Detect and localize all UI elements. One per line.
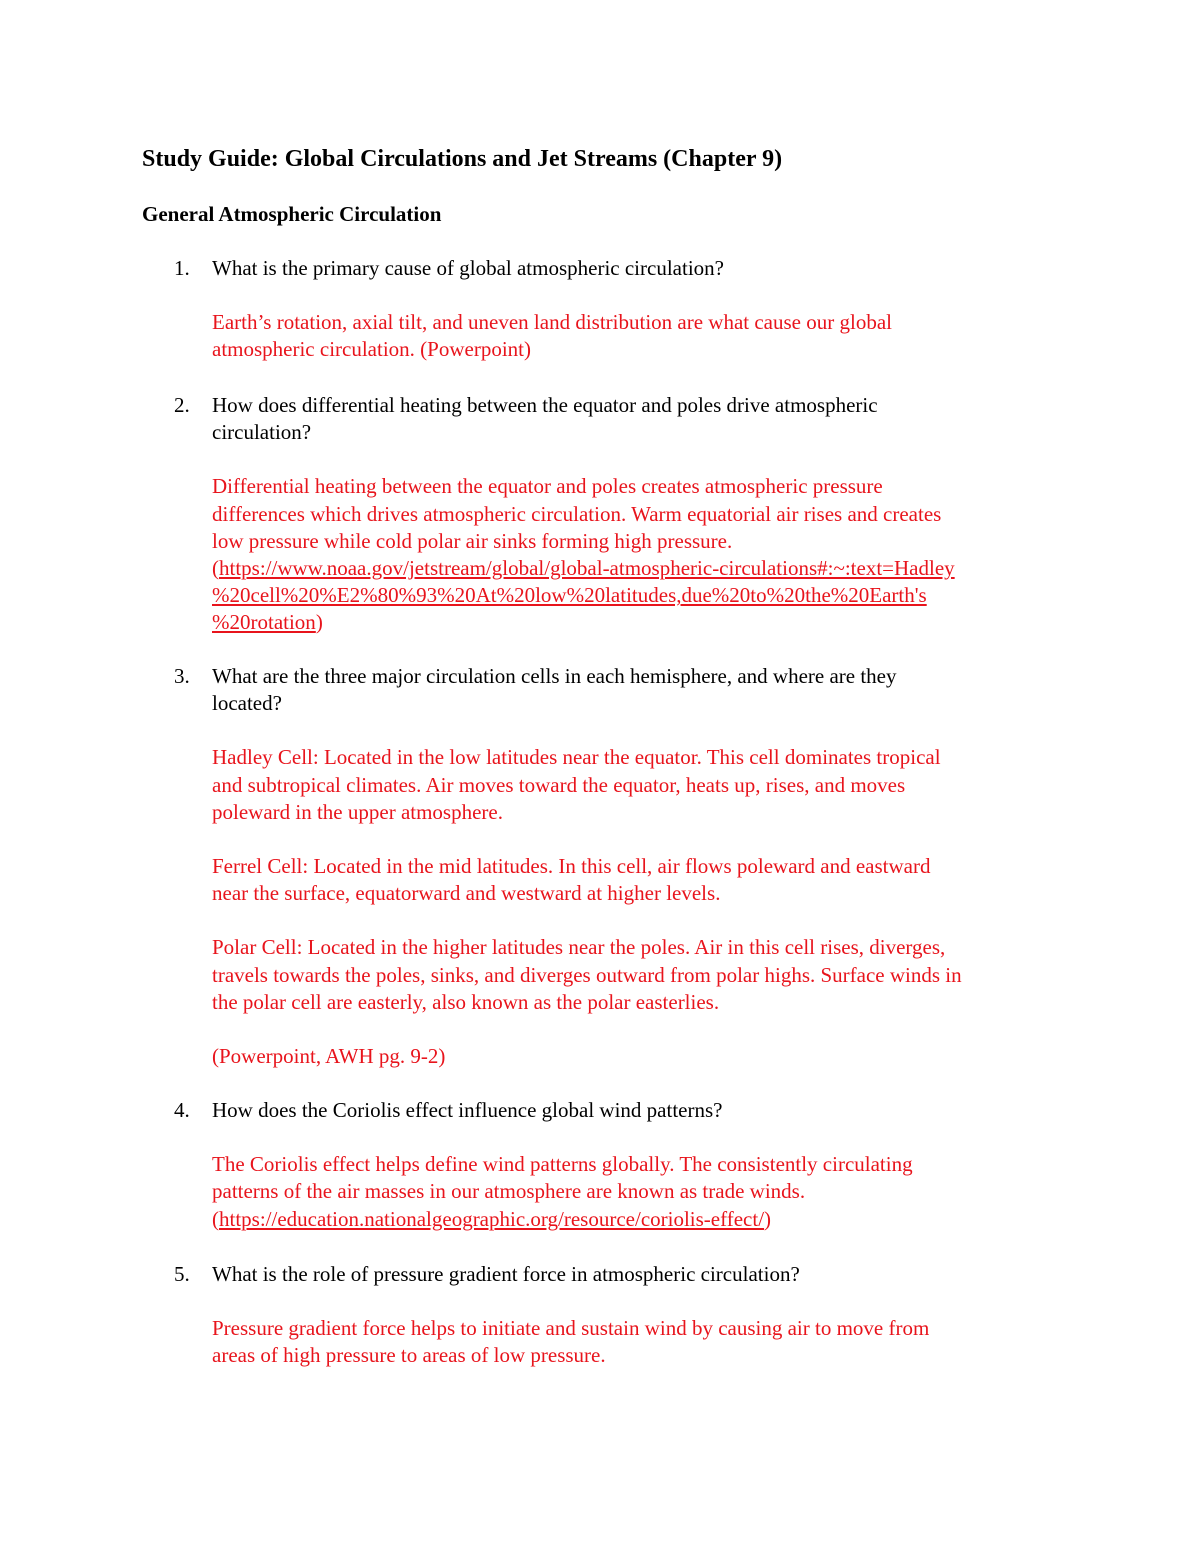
source-link[interactable]: (https://www.noaa.gov/jetstream/global/global-atmospheric-circulations#:~:text=Hadley	[212, 556, 955, 581]
question-number: 5.	[174, 1262, 190, 1286]
answer-polar-cell: Polar Cell: Located in the higher latitudes near the poles. Air in this cell rises, diverges, travels towards the poles, sinks, and diverges outward from polar highs. Surface winds in the polar cell are easterly, also known as the polar easterlies.	[212, 935, 962, 1014]
answer-source: (Powerpoint, AWH pg. 9-2)	[212, 1044, 446, 1069]
question-item-5	[142, 1261, 1062, 1370]
question-text: What are the three major circulation cells in each hemisphere, and where are they located?	[212, 664, 897, 716]
question-text: How does differential heating between the equator and poles drive atmospheric circulation?	[212, 393, 878, 445]
answer-text: Pressure gradient force helps to initiate and sustain wind by causing air to move from areas of high pressure to areas of low pressure.	[212, 1316, 930, 1368]
question-item-4	[142, 1097, 1062, 1233]
question-item-3	[142, 663, 1062, 1070]
question-item-1	[142, 255, 1062, 364]
answer-text: Differential heating between the equator and poles creates atmospheric pressure differences which drives atmospheric circulation. Warm equatorial air rises and creates low pressure while cold polar air sinks forming high pressure. (https://www.noaa.gov/jetstream/global/global-atmospheric-circulations#:~:text=Hadley %20cell%20%E2%80%93%20At%20low%20latitudes,due%20to%20the%20Earth's %20rotation)	[212, 473, 1062, 636]
answer-text: Earth’s rotation, axial tilt, and uneven land distribution are what cause our global atmospheric circulation. (Powerpoint)	[212, 310, 892, 362]
source-link[interactable]: (https://education.nationalgeographic.org/resource/coriolis-effect/)	[212, 1206, 772, 1231]
question-number: 4.	[174, 1098, 190, 1122]
source-link-continued[interactable]: %20cell%20%E2%80%93%20At%20low%20latitudes,due%20to%20the%20Earth's	[212, 583, 927, 608]
question-number: 1.	[174, 256, 190, 280]
document-title: Study Guide: Global Circulations and Jet Streams (Chapter 9)	[142, 146, 783, 172]
question-item-2	[142, 392, 1062, 637]
section-heading: General Atmospheric Circulation	[142, 202, 442, 226]
answer-text: The Coriolis effect helps define wind patterns globally. The consistently circulating patterns of the air masses in our atmosphere are known as trade winds. (https://education.nationalgeographic.org/resource/coriolis-effect/)	[212, 1151, 1062, 1233]
question-text: How does the Coriolis effect influence global wind patterns?	[212, 1098, 723, 1122]
answer-hadley-cell: Hadley Cell: Located in the low latitudes near the equator. This cell dominates tropical and subtropical climates. Air moves toward the equator, heats up, rises, and moves poleward in the upper atmosphere.	[212, 745, 941, 824]
question-text: What is the primary cause of global atmospheric circulation?	[212, 256, 724, 280]
question-number: 3.	[174, 664, 190, 688]
question-number: 2.	[174, 393, 190, 417]
source-link-end[interactable]: %20rotation	[212, 610, 316, 635]
question-text: What is the role of pressure gradient force in atmospheric circulation?	[212, 1262, 800, 1286]
answer-ferrel-cell: Ferrel Cell: Located in the mid latitudes. In this cell, air flows poleward and eastward near the surface, equatorward and westward at higher levels.	[212, 854, 931, 906]
